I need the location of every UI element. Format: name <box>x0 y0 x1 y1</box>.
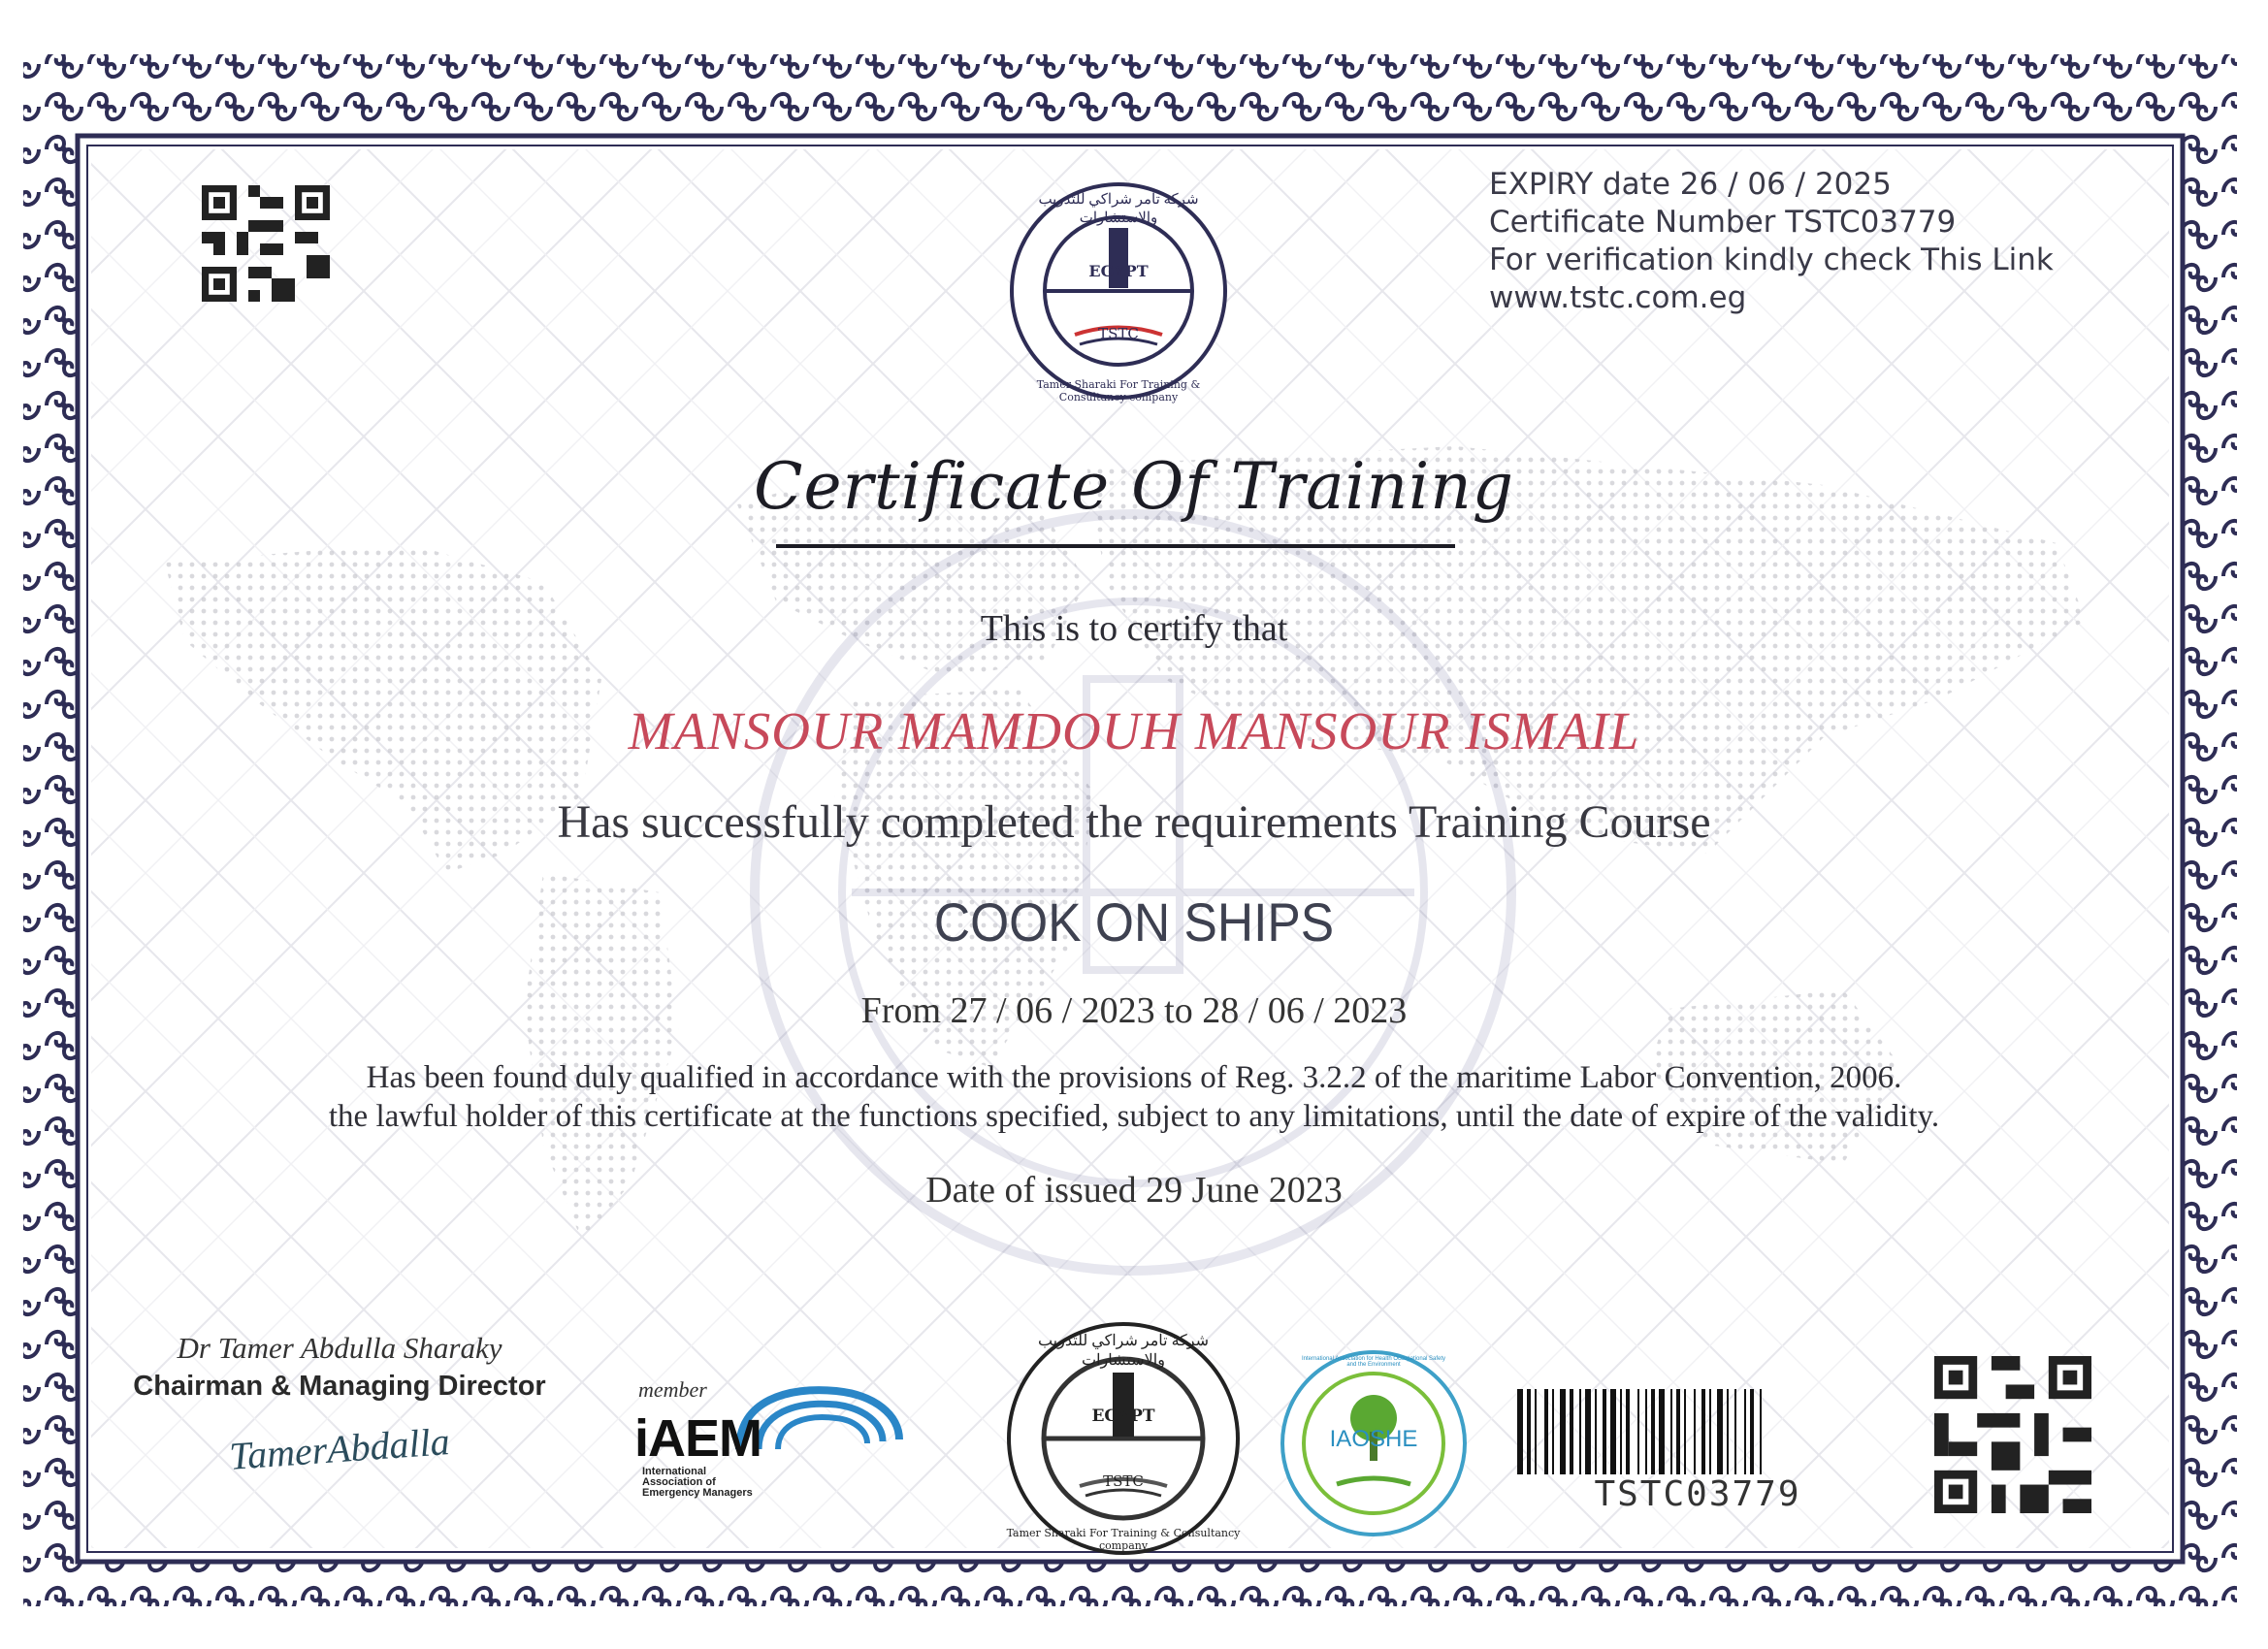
qualification-text-line2: the lawful holder of this certificate at the functions specified, subject to any limitations, until the date of expire of the validity. <box>328 1099 1940 1134</box>
iaoshe-wordmark: IAOSHE <box>1329 1426 1418 1452</box>
recipient-name: MANSOUR MAMDOUH MANSOUR ISMAIL <box>628 701 1640 760</box>
barcode <box>1513 1389 1882 1478</box>
signatory-title: Chairman & Managing Director <box>133 1371 546 1402</box>
barcode-number: TSTC03779 <box>1594 1474 1801 1514</box>
seal-top-english: Tamer Sharaki For Training & Consultancy company <box>1036 378 1201 404</box>
signatory-name: Dr Tamer Abdulla Sharaky <box>177 1331 502 1365</box>
seal-top-country: EGYPT <box>1088 262 1149 280</box>
qr-code-top <box>202 184 330 303</box>
completion-text: Has successfully completed the requirements Training Course <box>557 796 1711 848</box>
seal-bottom-abbr: TSTC <box>1103 1472 1144 1490</box>
course-name: COOK ON SHIPS <box>933 891 1335 953</box>
iaem-full-name: International Association of Emergency Managers <box>642 1466 753 1499</box>
verification-link[interactable]: www.tstc.com.eg <box>1489 280 1747 315</box>
title-underline <box>776 544 1455 548</box>
iaem-wordmark: iAEM <box>634 1409 761 1468</box>
seal-bottom-english: Tamer Sharaki For Training & Consultancy company <box>1006 1527 1241 1552</box>
verification-text: For verification kindly check This Link <box>1489 242 2054 277</box>
certificate-title: Certificate Of Training <box>753 449 1515 524</box>
iaem-member: member <box>638 1377 707 1402</box>
seal-bottom-country: EGYPT <box>1091 1406 1155 1426</box>
qr-code-bottom <box>1934 1356 2091 1513</box>
issue-date: Date of issued 29 June 2023 <box>925 1170 1343 1211</box>
expiry-date: EXPIRY date 26 / 06 / 2025 <box>1489 167 1892 202</box>
iaoshe-ring-text: International Association for Health Occupational Safety and the Environment <box>1301 1356 1446 1368</box>
iaem-logo <box>632 1377 904 1499</box>
certify-text: This is to certify that <box>980 608 1288 649</box>
seal-bottom-arabic: شركة تامر شراكي للتدريب والاستشارات <box>1037 1333 1210 1369</box>
course-dates: From 27 / 06 / 2023 to 28 / 06 / 2023 <box>860 990 1408 1031</box>
seal-top-arabic: شركة تامر شراكي للتدريب والاستشارات <box>1038 192 1199 226</box>
qualification-text-line1: Has been found duly qualified in accordance with the provisions of Reg. 3.2.2 of the maritime Labor Convention, 2006. <box>366 1060 1902 1095</box>
signature: TamerAbdalla <box>227 1419 452 1478</box>
certificate-info <box>1489 166 2054 317</box>
certificate-number: Certificate Number TSTC03779 <box>1489 205 1957 240</box>
seal-top-abbr: TSTC <box>1098 325 1139 342</box>
